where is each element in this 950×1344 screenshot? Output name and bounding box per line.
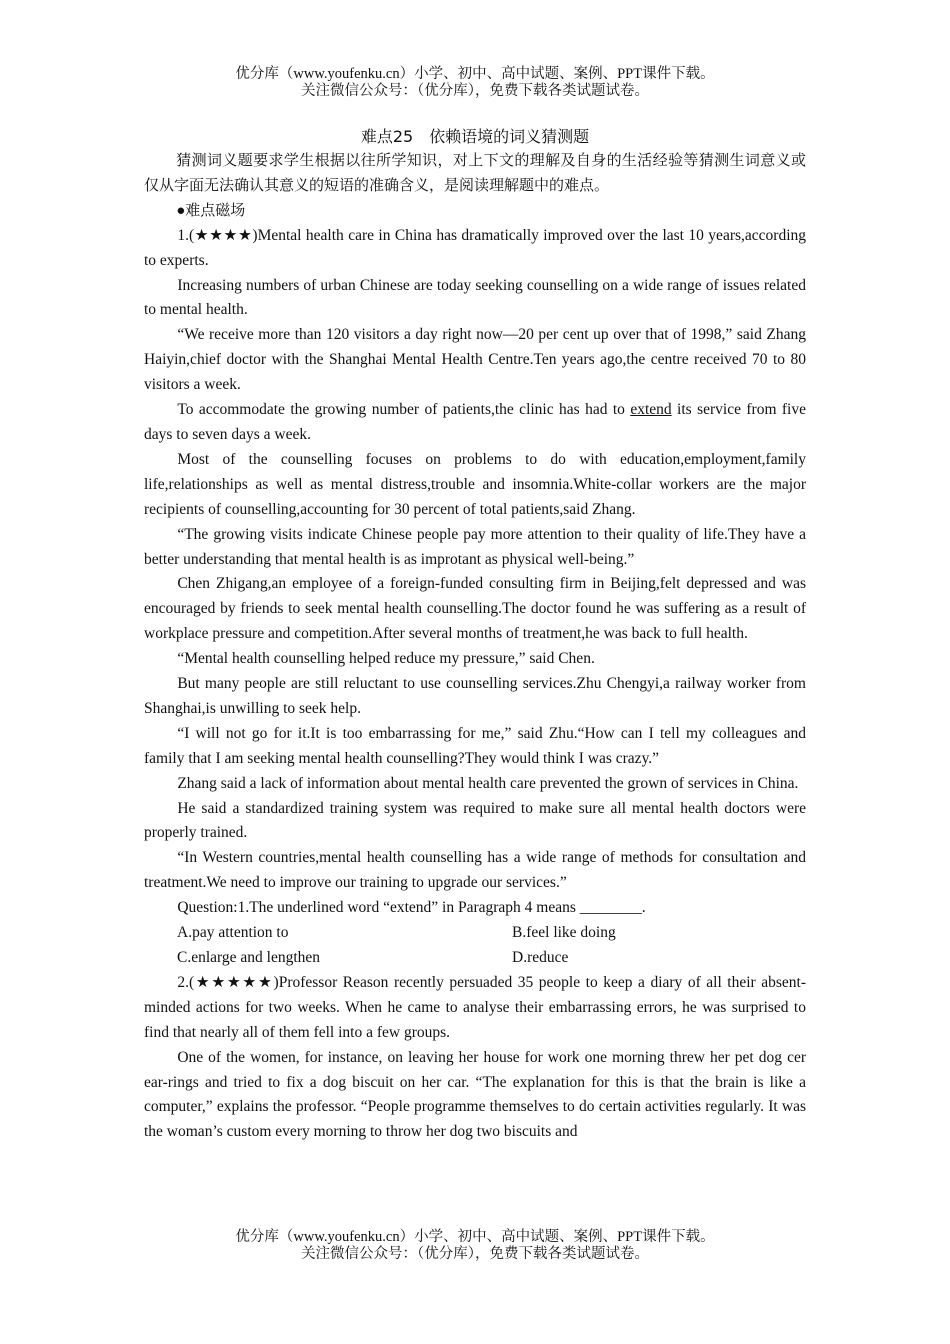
page-title: 难点25 依赖语境的词义猜测题 [360,127,590,146]
passage2-paragraph-2: One of the women, for instance, on leaving her house for work one morning threw her pet dog cer ear-rings and tried to fix a dog biscuit on her car. “The explanation for this is that the brain is like a computer,” explains the professor. “People programme themselves to do certain activities regularly. It was the woman’s custom every morning to throw her dog two biscuits and [144,1048,806,1141]
options-row-2 [144,946,806,971]
passage1-paragraph-6: “The growing visits indicate Chinese people pay more attention to their quality of life.They have a better understanding that mental health is as improtant as physical well-being.” [144,525,806,568]
passage1-paragraph-5: Most of the counselling focuses on problems to do with education,employment,family life,relationships as well as mental distress,trouble and insomnia.White-collar workers are the major recipients of counselling,accounting for 30 percent of total patients,said Zhang. [144,450,806,518]
passage1-paragraph-7: Chen Zhigang,an employee of a foreign-funded consulting firm in Beijing,felt depressed and was encouraged by friends to seek mental health counselling.The doctor found he was suffering as a result of workplace pressure and competition.After several months of treatment,he was back to full health. [144,575,806,643]
passage1-paragraph-13: “In Western countries,mental health counselling has a wide range of methods for consultation and treatment.We need to improve our training to upgrade our services.” [144,849,806,892]
passage1-paragraph-2: Increasing numbers of urban Chinese are today seeking counselling on a wide range of issues related to mental health. [144,276,806,319]
section-label: ●难点磁场 [176,202,246,219]
p4-text-after: its service from five days to seven days a week. [144,401,806,443]
option-c: C.enlarge and lengthen [177,949,321,966]
option-b: B.feel like doing [512,924,616,942]
passage1-paragraph-4 [144,398,806,448]
option-d: D.reduce [512,949,569,966]
passage2-paragraph-1: 2.(★★★★★)Professor Reason recently persuaded 35 people to keep a diary of all their absent-minded actions for two weeks. When he came to analyse their embarrassing errors, he was surprised to find that nearly all of them fell into a few groups. [144,973,806,1041]
passage1-paragraph-10: “I will not go for it.It is too embarrassing for me,” said Zhu.“How can I tell my colleagues and family that I am seeking mental health counselling?They would think I was crazy.” [144,724,806,767]
passage1-paragraph-9: But many people are still reluctant to use counselling services.Zhu Chengyi,a railway worker from Shanghai,is unwilling to seek help. [144,675,806,717]
passage1-paragraph-3: “We receive more than 120 visitors a day right now—20 per cent up over that of 1998,” said Zhang Haiyin,chief doctor with the Shanghai Mental Health Centre.Ten years ago,the centre received 70 to 80 visitors a week. [144,326,806,394]
underlined-word-extend: extend [630,401,672,419]
footer-line-2: 关注微信公众号：（优分库），免费下载各类试题试卷。 [301,1246,649,1262]
header-line-1: 优分库（www.youfenku.cn）小学、初中、高中试题、案例、PPT课件下载。 [235,66,715,82]
passage1-paragraph-11: Zhang said a lack of information about mental health care prevented the grown of services in China. [177,774,799,792]
passage1-paragraph-1: 1.(★★★★)Mental health care in China has dramatically improved over the last 10 years,according to experts. [144,226,806,269]
p4-text-before: To accommodate the growing number of patients,the clinic has had to [177,401,631,419]
page-footer [0,1229,950,1263]
header-line-2: 关注微信公众号：（优分库），免费下载各类试题试卷。 [301,83,649,99]
intro-paragraph: 猜测词义题要求学生根据以往所学知识，对上下文的理解及自身的生活经验等猜测生词意义或仅从字面无法确认其意义的短语的准确含义，是阅读理解题中的难点。 [144,153,806,194]
question-1: Question:1.The underlined word “extend” in Paragraph 4 means ________. [177,899,646,917]
passage1-paragraph-12: He said a standardized training system was required to make sure all mental health doctors were properly trained. [144,799,806,842]
options-row-1 [144,921,806,946]
option-a: A.pay attention to [177,924,289,942]
document-body [144,124,806,1145]
passage1-paragraph-8: “Mental health counselling helped reduce my pressure,” said Chen. [177,650,595,668]
page-header [0,66,950,100]
footer-line-1: 优分库（www.youfenku.cn）小学、初中、高中试题、案例、PPT课件下载。 [235,1229,715,1245]
